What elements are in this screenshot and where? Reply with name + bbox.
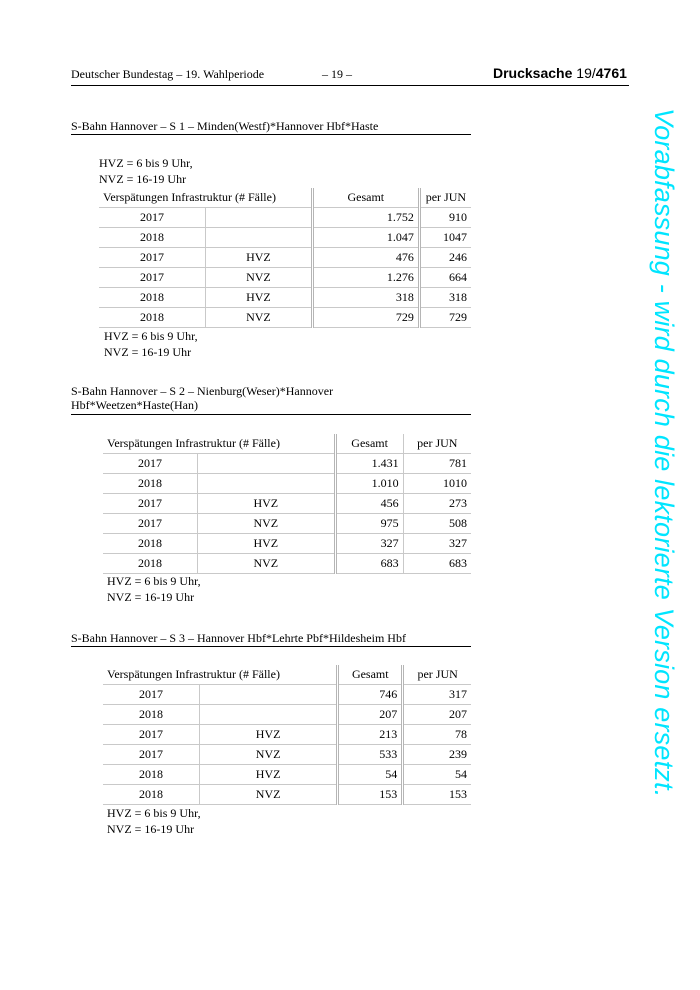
table-header-row bbox=[99, 188, 471, 208]
cell-year: 2017 bbox=[103, 685, 200, 705]
doc-number-prefix: 19/ bbox=[576, 65, 596, 81]
table-row bbox=[99, 228, 471, 248]
cell-gesamt: 327 bbox=[335, 534, 403, 554]
table-row bbox=[103, 765, 471, 785]
note-nvz: NVZ = 16-19 Uhr bbox=[107, 590, 195, 604]
table-row bbox=[99, 288, 471, 308]
cell-gesamt: 207 bbox=[338, 705, 403, 725]
note-nvz: NVZ = 16-19 Uhr bbox=[104, 345, 192, 359]
cell-gesamt: 318 bbox=[312, 288, 419, 308]
cell-year: 2017 bbox=[103, 454, 198, 474]
cell-gesamt: 213 bbox=[338, 725, 403, 745]
cell-gesamt: 1.010 bbox=[335, 474, 403, 494]
header-rule bbox=[71, 85, 629, 86]
cell-period: NVZ bbox=[198, 554, 336, 574]
cell-year: 2018 bbox=[103, 705, 200, 725]
cell-per-jun: 54 bbox=[403, 765, 471, 785]
cell-gesamt: 729 bbox=[312, 308, 419, 328]
cell-per-jun: 273 bbox=[403, 494, 471, 514]
table-row bbox=[103, 685, 471, 705]
cell-year: 2018 bbox=[103, 534, 198, 554]
table-row bbox=[103, 454, 471, 474]
cell-period bbox=[198, 474, 336, 494]
cell-year: 2018 bbox=[103, 785, 200, 805]
cell-period bbox=[200, 685, 338, 705]
col-header-per-jun: per JUN bbox=[403, 434, 471, 454]
cell-year: 2017 bbox=[103, 494, 198, 514]
cell-year: 2018 bbox=[103, 474, 198, 494]
cell-period: HVZ bbox=[198, 494, 336, 514]
document-number bbox=[493, 65, 627, 81]
cell-period: HVZ bbox=[206, 248, 313, 268]
table-row bbox=[103, 705, 471, 725]
table-row bbox=[103, 474, 471, 494]
cell-year: 2018 bbox=[99, 288, 206, 308]
table-row bbox=[103, 514, 471, 534]
cell-period bbox=[206, 208, 313, 228]
cell-per-jun: 246 bbox=[419, 248, 471, 268]
cell-year: 2017 bbox=[103, 514, 198, 534]
table-row bbox=[103, 785, 471, 805]
cell-per-jun: 729 bbox=[419, 308, 471, 328]
cell-year: 2017 bbox=[99, 208, 206, 228]
cell-gesamt: 1.752 bbox=[312, 208, 419, 228]
section-1-table bbox=[99, 188, 471, 328]
cell-period: HVZ bbox=[206, 288, 313, 308]
table-row bbox=[103, 745, 471, 765]
cell-period bbox=[200, 705, 338, 725]
cell-per-jun: 683 bbox=[403, 554, 471, 574]
cell-gesamt: 153 bbox=[338, 785, 403, 805]
section-2-post-notes bbox=[107, 573, 201, 605]
cell-year: 2017 bbox=[99, 268, 206, 288]
cell-year: 2017 bbox=[103, 725, 200, 745]
cell-period: HVZ bbox=[198, 534, 336, 554]
cell-per-jun: 239 bbox=[403, 745, 471, 765]
section-1-pre-notes bbox=[99, 155, 193, 187]
table-row bbox=[99, 308, 471, 328]
cell-gesamt: 1.431 bbox=[335, 454, 403, 474]
cell-period bbox=[198, 454, 336, 474]
cell-per-jun: 153 bbox=[403, 785, 471, 805]
section-2-title: S-Bahn Hannover – S 2 – Nienburg(Weser)*Hannover Hbf*Weetzen*Haste(Han) bbox=[71, 384, 334, 412]
cell-gesamt: 533 bbox=[338, 745, 403, 765]
cell-per-jun: 318 bbox=[419, 288, 471, 308]
table-header-row bbox=[103, 665, 471, 685]
cell-gesamt: 476 bbox=[312, 248, 419, 268]
cell-per-jun: 1010 bbox=[403, 474, 471, 494]
cell-per-jun: 664 bbox=[419, 268, 471, 288]
cell-gesamt: 456 bbox=[335, 494, 403, 514]
section-1-post-notes bbox=[104, 328, 198, 360]
page-number: – 19 – bbox=[322, 67, 352, 81]
cell-gesamt: 746 bbox=[338, 685, 403, 705]
doc-label: Drucksache bbox=[493, 65, 573, 81]
cell-per-jun: 78 bbox=[403, 725, 471, 745]
cell-gesamt: 683 bbox=[335, 554, 403, 574]
section-1-rule bbox=[71, 134, 471, 135]
cell-year: 2018 bbox=[103, 765, 200, 785]
cell-period: HVZ bbox=[200, 725, 338, 745]
cell-gesamt: 1.276 bbox=[312, 268, 419, 288]
table-row bbox=[103, 554, 471, 574]
section-3-table bbox=[103, 665, 471, 805]
cell-period: NVZ bbox=[206, 268, 313, 288]
cell-per-jun: 327 bbox=[403, 534, 471, 554]
col-header-category: Verspätungen Infrastruktur (# Fälle) bbox=[99, 188, 312, 208]
cell-year: 2018 bbox=[99, 308, 206, 328]
col-header-gesamt: Gesamt bbox=[338, 665, 403, 685]
col-header-category: Verspätungen Infrastruktur (# Fälle) bbox=[103, 434, 335, 454]
cell-period bbox=[206, 228, 313, 248]
cell-per-jun: 781 bbox=[403, 454, 471, 474]
note-nvz: NVZ = 16-19 Uhr bbox=[99, 172, 187, 186]
section-2-table bbox=[103, 434, 471, 574]
col-header-per-jun: per JUN bbox=[403, 665, 471, 685]
cell-period: NVZ bbox=[200, 745, 338, 765]
cell-per-jun: 508 bbox=[403, 514, 471, 534]
table-header-row bbox=[103, 434, 471, 454]
cell-period: HVZ bbox=[200, 765, 338, 785]
cell-per-jun: 317 bbox=[403, 685, 471, 705]
cell-year: 2017 bbox=[99, 248, 206, 268]
table-row bbox=[99, 248, 471, 268]
col-header-category: Verspätungen Infrastruktur (# Fälle) bbox=[103, 665, 338, 685]
cell-per-jun: 910 bbox=[419, 208, 471, 228]
header-left-text: Deutscher Bundestag – 19. Wahlperiode bbox=[71, 67, 265, 81]
table-row bbox=[103, 725, 471, 745]
cell-gesamt: 1.047 bbox=[312, 228, 419, 248]
cell-period: NVZ bbox=[198, 514, 336, 534]
note-hvz: HVZ = 6 bis 9 Uhr, bbox=[107, 574, 201, 588]
note-hvz: HVZ = 6 bis 9 Uhr, bbox=[104, 329, 198, 343]
cell-year: 2017 bbox=[103, 745, 200, 765]
cell-gesamt: 54 bbox=[338, 765, 403, 785]
note-hvz: HVZ = 6 bis 9 Uhr, bbox=[107, 806, 201, 820]
table-row bbox=[99, 268, 471, 288]
cell-period: NVZ bbox=[206, 308, 313, 328]
table-row bbox=[103, 534, 471, 554]
table-row bbox=[99, 208, 471, 228]
cell-year: 2018 bbox=[99, 228, 206, 248]
doc-number: 4761 bbox=[595, 65, 627, 81]
col-header-gesamt: Gesamt bbox=[335, 434, 403, 454]
col-header-per-jun: per JUN bbox=[419, 188, 471, 208]
cell-gesamt: 975 bbox=[335, 514, 403, 534]
section-1-title: S-Bahn Hannover – S 1 – Minden(Westf)*Hannover Hbf*Haste bbox=[71, 119, 379, 133]
section-3-rule bbox=[71, 646, 471, 647]
note-hvz: HVZ = 6 bis 9 Uhr, bbox=[99, 156, 193, 170]
cell-per-jun: 1047 bbox=[419, 228, 471, 248]
section-2-rule bbox=[71, 414, 471, 415]
cell-per-jun: 207 bbox=[403, 705, 471, 725]
draft-watermark: Vorabfassung - wird durch die lektorierte Version ersetzt. bbox=[649, 108, 679, 798]
cell-period: NVZ bbox=[200, 785, 338, 805]
col-header-gesamt: Gesamt bbox=[312, 188, 419, 208]
note-nvz: NVZ = 16-19 Uhr bbox=[107, 822, 195, 836]
section-3-post-notes bbox=[107, 805, 201, 837]
section-3-title: S-Bahn Hannover – S 3 – Hannover Hbf*Lehrte Pbf*Hildesheim Hbf bbox=[71, 631, 406, 645]
cell-year: 2018 bbox=[103, 554, 198, 574]
table-row bbox=[103, 494, 471, 514]
